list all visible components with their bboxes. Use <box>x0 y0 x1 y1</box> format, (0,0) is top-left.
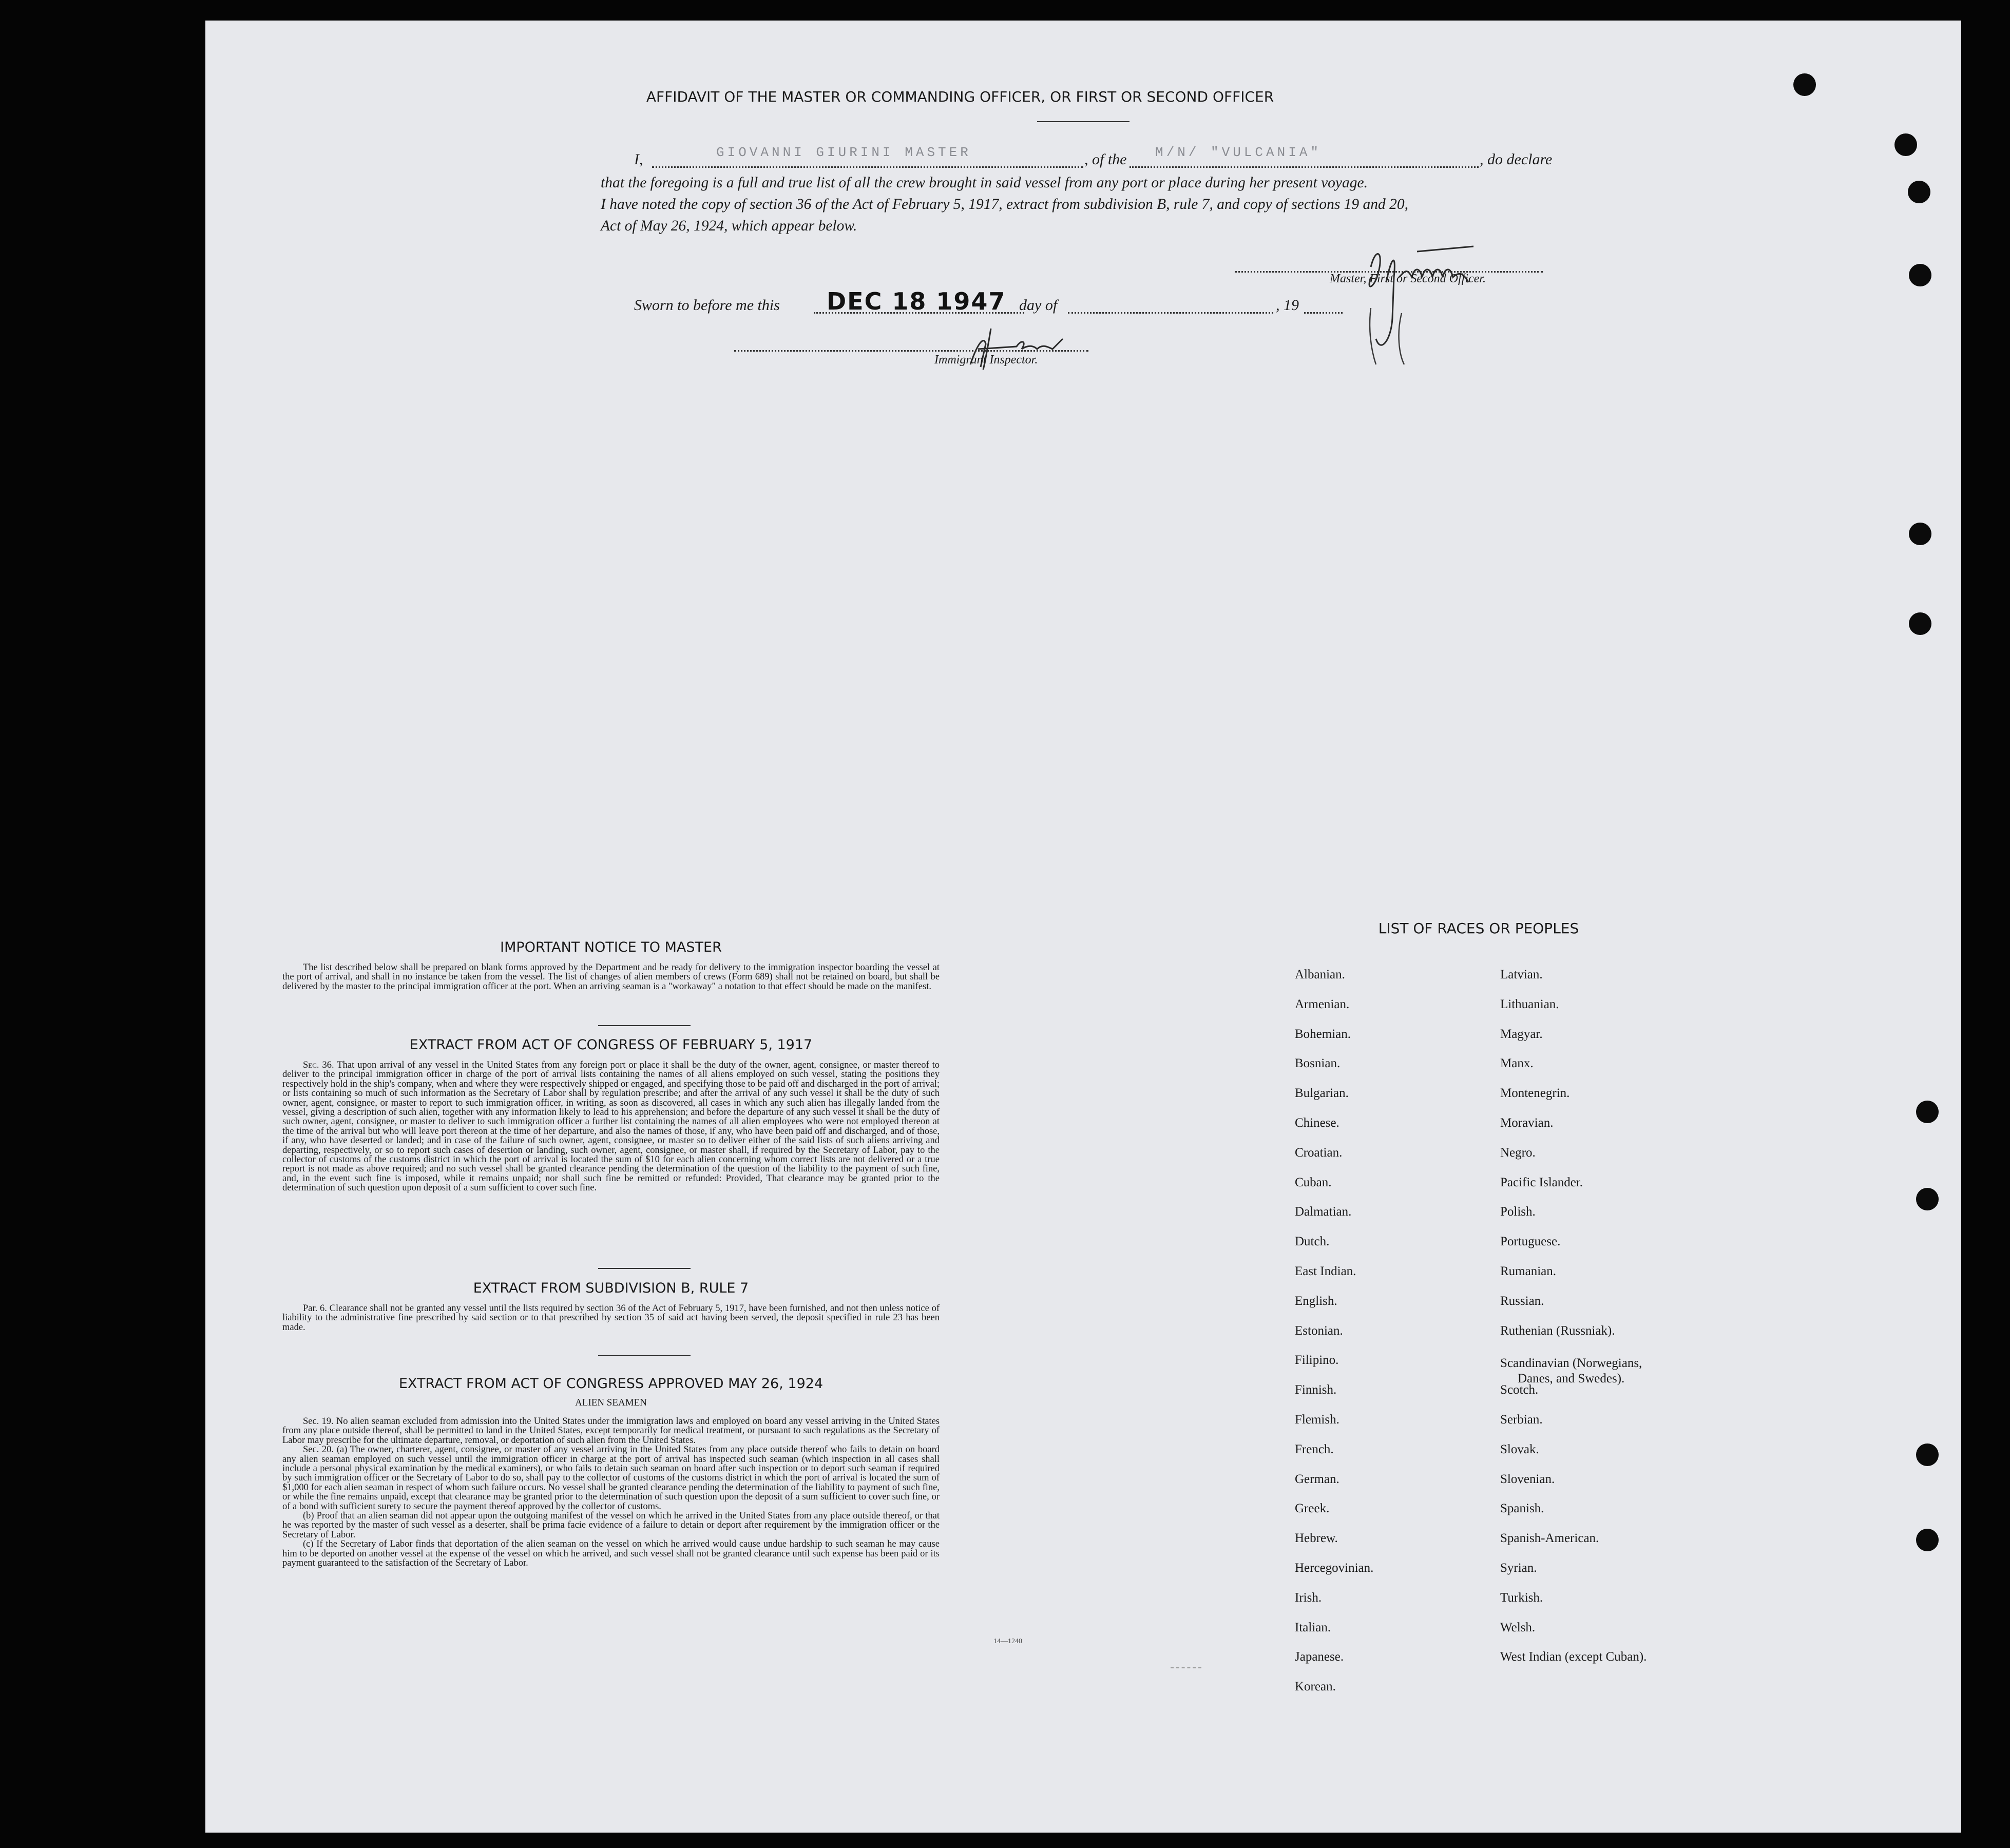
race-item: Ruthenian (Russniak). <box>1500 1323 1615 1338</box>
race-item: Filipino. <box>1295 1353 1339 1368</box>
affidavit-title: AFFIDAVIT OF THE MASTER OR COMMANDING OFFICER, OR FIRST OR SECOND OFFICER <box>646 88 1274 105</box>
race-item: Italian. <box>1295 1620 1331 1634</box>
binder-hole <box>1916 1443 1939 1466</box>
race-item: Montenegrin. <box>1500 1086 1570 1101</box>
race-item: Flemish. <box>1295 1413 1339 1427</box>
date-stamp: DEC 18 1947 <box>827 287 1006 315</box>
do-declare-label: , do declare <box>1480 151 1553 168</box>
master-signature <box>1355 236 1571 375</box>
affidavit-line-2: that the foregoing is a full and true list of all the crew brought in said vessel from any port or place during her present voyage. <box>601 175 1368 191</box>
binder-hole <box>1909 523 1931 545</box>
form-number: 14—1240 <box>993 1638 1022 1645</box>
race-item: West Indian (except Cuban). <box>1500 1650 1647 1664</box>
race-item: Hercegovinian. <box>1295 1561 1374 1575</box>
name-line <box>652 166 1083 168</box>
binder-hole <box>1908 181 1930 203</box>
race-item: Pacific Islander. <box>1500 1175 1583 1189</box>
sec-19: Sec. 19. No alien seaman excluded from admission into the United States under the immigration laws and employed on board any vessel arriving in the United States from any place outside thereof, shall be permitted to land in the United States, except temporarily for medical treatment, or pursuant to such regulations as the Secretary of Labor may prescribe for the ultimate departure, removal, or deportation of such alien from the United States. <box>282 1416 940 1446</box>
race-item: Polish. <box>1500 1205 1536 1219</box>
title-rule <box>1037 121 1130 122</box>
race-item: Turkish. <box>1500 1590 1543 1605</box>
binder-hole <box>1916 1101 1939 1123</box>
race-item: Estonian. <box>1295 1323 1343 1338</box>
race-item: Scotch. <box>1500 1383 1539 1397</box>
inspector-caption: Immigrant Inspector. <box>934 353 1038 367</box>
race-item: Finnish. <box>1295 1383 1337 1397</box>
race-item: Croatian. <box>1295 1145 1343 1160</box>
alien-seamen-subtitle: ALIEN SEAMEN <box>575 1397 647 1408</box>
race-item: French. <box>1295 1442 1334 1456</box>
race-item: German. <box>1295 1472 1339 1486</box>
rule-7-text: Par. 6. Clearance shall not be granted any vessel until the lists required by section 36 of the Act of February 5, 1917, have been furnished, and not then unless notice of liability to the administrative fine prescribed by said section or to that prescribed by section 35 of said act having been served, the deposit specified in rule 23 has been made. <box>282 1303 940 1333</box>
race-item: Cuban. <box>1295 1175 1332 1189</box>
day-of-label: day of <box>1019 297 1058 314</box>
race-item: Latvian. <box>1500 968 1543 981</box>
race-item: Bosnian. <box>1295 1056 1341 1071</box>
races-title: LIST OF RACES OR PEOPLES <box>1378 920 1579 937</box>
year-line <box>1304 312 1343 314</box>
officer-caption: Master, First or Second Officer. <box>1330 272 1486 285</box>
affidavit-line-4: Act of May 26, 1924, which appear below. <box>601 218 857 234</box>
rule-7-title: EXTRACT FROM SUBDIVISION B, RULE 7 <box>473 1280 749 1296</box>
race-item: Welsh. <box>1500 1620 1536 1634</box>
race-item: English. <box>1295 1294 1337 1308</box>
notice-text: The list described below shall be prepared on blank forms approved by the Department and be ready for delivery to the immigration inspector boarding the vessel at the port of arrival, and shall in no instance be taken from the vessel. The list of changes of alien members of crews (Form 689) shall not be retained on board, but shall be delivered by the master to the principal immigration officer at the port. When an arriving seaman is a "workaway" a notation to that effect should be made on the manifest. <box>282 962 940 992</box>
rule-3 <box>598 1355 691 1356</box>
race-item: Syrian. <box>1500 1561 1537 1575</box>
race-item: Bohemian. <box>1295 1027 1351 1041</box>
race-item: Danes, and Swedes). <box>1518 1372 1625 1386</box>
race-item: Irish. <box>1295 1590 1322 1605</box>
race-item: Moravian. <box>1500 1116 1554 1130</box>
vessel-line <box>1130 166 1479 168</box>
race-item: Spanish-American. <box>1500 1531 1599 1546</box>
race-item: Magyar. <box>1500 1027 1543 1041</box>
race-item: Slovenian. <box>1500 1472 1555 1486</box>
i-label: I, <box>634 151 643 168</box>
sec-20b: (b) Proof that an alien seaman did not appear upon the outgoing manifest of the vessel on which he arrived in the United States from any place outside thereof, or that he was reported by the master of such vessel as a deserter, shall be prima facie evidence of a failure to detain or deport after requirement by the immigration officer or the Secretary of Labor. <box>282 1511 940 1540</box>
race-item: Negro. <box>1500 1145 1536 1160</box>
race-item: Russian. <box>1500 1294 1544 1308</box>
binder-hole <box>1916 1529 1939 1551</box>
extract-1917-title: EXTRACT FROM ACT OF CONGRESS OF FEBRUARY 5, 1917 <box>409 1037 813 1053</box>
rule-2 <box>598 1268 691 1269</box>
race-item: East Indian. <box>1295 1264 1356 1278</box>
binder-hole <box>1909 612 1931 635</box>
extract-1924-title: EXTRACT FROM ACT OF CONGRESS APPROVED MAY 26, 1924 <box>398 1376 824 1392</box>
sec-36-label: Sec. 36. <box>303 1060 334 1070</box>
race-item: Manx. <box>1500 1056 1534 1071</box>
race-item: Rumanian. <box>1500 1264 1557 1278</box>
race-item: Korean. <box>1295 1680 1336 1694</box>
binder-hole <box>1909 264 1931 286</box>
binder-hole <box>1894 133 1917 156</box>
notice-title: IMPORTANT NOTICE TO MASTER <box>500 939 722 955</box>
race-item: Armenian. <box>1295 997 1350 1011</box>
race-item: Chinese. <box>1295 1116 1339 1130</box>
rule-1 <box>598 1025 691 1026</box>
affidavit-line-3: I have noted the copy of section 36 of the Act of February 5, 1917, extract from subdivision B, rule 7, and copy of sections 19 and 20, <box>601 196 1409 213</box>
vessel-name: M/N/ "VULCANIA" <box>1155 145 1322 160</box>
binder-hole <box>1916 1188 1939 1210</box>
race-item: Bulgarian. <box>1295 1086 1349 1101</box>
form-dashed-mark <box>1171 1667 1201 1668</box>
race-item: Slovak. <box>1500 1442 1539 1456</box>
race-item: Albanian. <box>1295 968 1345 981</box>
sec-20c: (c) If the Secretary of Labor finds that deportation of the alien seaman on the vessel on which he arrived would cause undue hardship to such seaman he may cause him to be deported on another vessel at the expense of the vessel on which he arrived, and such vessel shall not be granted clearance until such expense has been paid or its payment guaranteed to the satisfaction of the Secretary of Labor. <box>282 1539 940 1569</box>
month-line <box>1068 312 1273 314</box>
year-label: , 19 <box>1276 297 1299 314</box>
sworn-label: Sworn to before me this <box>634 297 780 314</box>
race-item: Hebrew. <box>1295 1531 1338 1546</box>
race-item: Dutch. <box>1295 1235 1330 1249</box>
race-item: Portuguese. <box>1500 1235 1561 1249</box>
race-item: Japanese. <box>1295 1650 1344 1664</box>
race-item: Greek. <box>1295 1502 1330 1516</box>
race-item: Lithuanian. <box>1500 997 1559 1011</box>
extract-1924-text <box>282 1417 940 1568</box>
document-sheet <box>205 21 1961 1833</box>
of-the-label: , of the <box>1084 151 1127 168</box>
sec-20a: Sec. 20. (a) The owner, charterer, agent, consignee, or master of any vessel arriving in the United States from any place outside thereof who fails to detain on board any alien seaman employed on such vessel until the immigration officer in charge at the port of arrival has inspected such seaman (which inspection in all cases shall include a personal physical examination by the medical examiners), or who fails to detain such seaman on board after such inspection or to deport such seaman if required by such immigration officer or the Secretary of Labor to do so, shall pay to the collector of customs of the customs district in which the port of arrival is located the sum of $1,000 for each alien seaman in respect of whom such failure occurs. No vessel shall be granted clearance pending the determination of the liability to payment of such fine, or while the fine remains unpaid, except that clearance may be granted prior to the determination of such question upon the deposit of a sum sufficient to cover such fine, or of a bond with sufficient surety to secure the payment thereof approved by the collector of customs. <box>282 1445 940 1512</box>
extract-1917-text <box>282 1061 940 1193</box>
sec-36-body: That upon arrival of any vessel in the United States from any foreign port or place it shall be the duty of the owner, agent, consignee, or master thereof to deliver to the principal immigration officer in charge of the port of arrival lists containing the names of all aliens employed on such vessel, stating the positions they respectively hold in the ship's company, when and where they were respectively shipped or engaged, and specifying those to be paid off and discharged in the port of arrival; or lists containing so much of such information as the Secretary of Labor shall by regulation prescribe; and after the arrival of any such vessel it shall be the duty of such owner, agent, consignee, or master to report to such immigration officer, in writing, as soon as discovered, all cases in which any such alien has illegally landed from the vessel, giving a description of such alien, together with any information likely to lead to his apprehension; and before the departure of any such vessel it shall be the duty of such owner, agent, consignee, or master to deliver to such immigration officer a further list containing the names of all alien employees who were not employed thereon at the time of the arrival but who will leave port thereon at the time of her departure, and also the names of those, if any, who have been paid off and discharged, and of those, if any, who have deserted or landed; and in case of the failure of such owner, agent, consignee, or master so to deliver either of the said lists of such aliens arriving and departing, respectively, or so to report such cases of desertion or landing, such owner, agent, consignee, or master shall, if required by the Secretary of Labor, pay to the collector of customs of the customs district in which the port of arrival is located the sum of $10 for each alien concerning whom correct lists are not delivered or a true report is not made as above required; and no such vessel shall be granted clearance pending the determination of the question of the liability to the payment of such fine, and, in the event such fine is imposed, while it remains unpaid; nor shall such fine be remitted or refunded: Provided, That clearance may be granted prior to the determination of such question upon deposit of a sum sufficient to cover such fine. <box>282 1060 940 1194</box>
master-name: GIOVANNI GIURINI MASTER <box>716 145 971 160</box>
race-item: Scandinavian (Norwegians, <box>1500 1356 1642 1371</box>
binder-hole <box>1793 73 1816 96</box>
race-item: Serbian. <box>1500 1413 1543 1427</box>
race-item: Spanish. <box>1500 1502 1544 1516</box>
race-item: Dalmatian. <box>1295 1205 1352 1219</box>
